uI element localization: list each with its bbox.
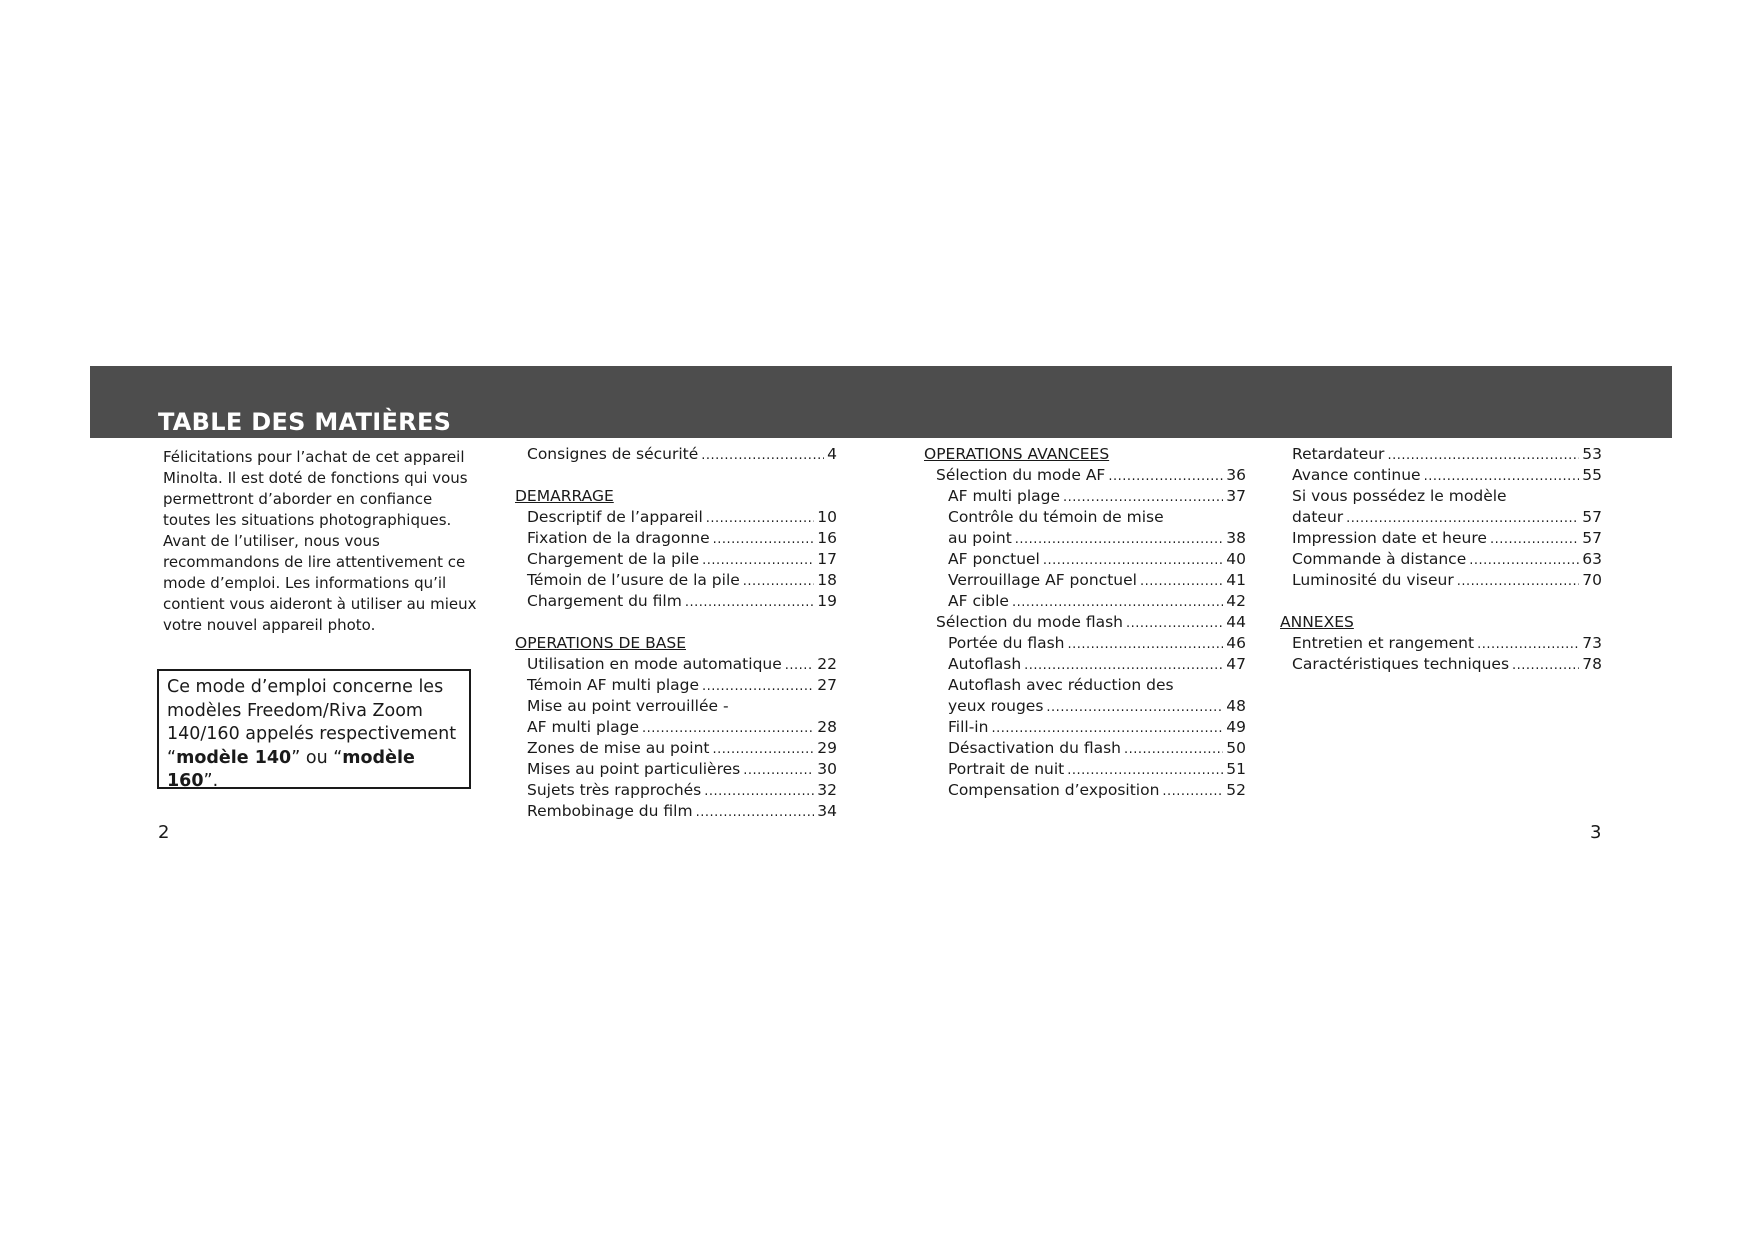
toc-entry-label: Entretien et rangement [1292, 634, 1475, 652]
toc-entry[interactable] [515, 549, 837, 570]
toc-entry-page: 51 [1226, 760, 1246, 778]
toc-entry-continued: Si vous possédez le modèle [1292, 487, 1507, 505]
toc-entry-page: 37 [1226, 487, 1246, 505]
toc-entry[interactable] [924, 465, 1246, 486]
section-heading-demarrage[interactable]: DEMARRAGE [515, 487, 614, 505]
toc-entry[interactable] [515, 738, 837, 759]
toc-entry-page: 46 [1226, 634, 1246, 652]
toc-entry-label: Caractéristiques techniques [1292, 655, 1510, 673]
toc-entry[interactable] [1280, 465, 1602, 486]
toc-entry-page: 49 [1226, 718, 1246, 736]
toc-entry-page: 4 [827, 445, 837, 463]
toc-entry[interactable] [1280, 633, 1602, 654]
toc-entry-label: Autoflash [948, 655, 1022, 673]
toc-entry-label: Mises au point particulières [527, 760, 741, 778]
toc-entry-label: Zones de mise au point [527, 739, 710, 757]
toc-entry[interactable] [924, 528, 1246, 549]
toc-entry[interactable] [924, 549, 1246, 570]
toc-entry-page: 63 [1582, 550, 1602, 568]
notice-quote: “ [167, 747, 177, 768]
toc-entry-label: Rembobinage du film [527, 802, 693, 820]
toc-entry[interactable] [1280, 528, 1602, 549]
section-heading-base[interactable]: OPERATIONS DE BASE [515, 634, 687, 652]
toc-entry-page: 52 [1226, 781, 1246, 799]
toc-leader [1346, 508, 1579, 528]
toc-entry-page: 22 [817, 655, 837, 673]
toc-entry-page: 78 [1582, 655, 1602, 673]
intro-line: contient vous aideront à utiliser au mieux [163, 595, 477, 613]
page-number-right: 3 [1590, 822, 1602, 843]
toc-leader [1424, 466, 1580, 486]
toc-entry[interactable] [515, 528, 837, 549]
toc-entry-label: Impression date et heure [1292, 529, 1487, 547]
toc-entry-label: au point [948, 529, 1012, 547]
toc-entry-page: 73 [1582, 634, 1602, 652]
toc-entry[interactable] [1280, 507, 1602, 528]
section-heading-annexes[interactable]: ANNEXES [1280, 613, 1354, 631]
intro-line: votre nouvel appareil photo. [163, 616, 376, 634]
toc-entry-label: dateur [1292, 508, 1344, 526]
page-title: TABLE DES MATIÈRES [158, 408, 452, 436]
toc-leader [1477, 634, 1579, 654]
model-140-label: modèle 140 [176, 747, 292, 768]
toc-entry-page: 29 [817, 739, 837, 757]
toc-entry-label: Compensation d’exposition [948, 781, 1160, 799]
intro-line: permettront d’aborder en confiance [163, 490, 433, 508]
toc-leader [702, 550, 814, 570]
toc-entry-page: 41 [1226, 571, 1246, 589]
toc-entry[interactable] [924, 717, 1246, 738]
toc-entry-label: Chargement de la pile [527, 550, 700, 568]
toc-entry[interactable] [515, 801, 837, 822]
notice-line: Ce mode d’emploi concerne les [167, 677, 444, 697]
toc-column-3 [1280, 444, 1602, 675]
toc-entry-continued: Mise au point verrouillée - [527, 697, 729, 715]
intro-line: Minolta. Il est doté de fonctions qui vous [163, 469, 468, 487]
toc-entry[interactable] [1280, 654, 1602, 675]
toc-entry-label: Consignes de sécurité [527, 445, 699, 463]
toc-entry-page: 19 [817, 592, 837, 610]
toc-leader [1067, 760, 1223, 780]
toc-entry-page: 50 [1226, 739, 1246, 757]
toc-leader [1512, 655, 1579, 675]
toc-entry-label: Sélection du mode flash [936, 613, 1123, 631]
toc-entry-page: 17 [817, 550, 837, 568]
toc-entry-page: 18 [817, 571, 837, 589]
toc-entry-label: AF cible [948, 592, 1009, 610]
toc-entry-label: AF multi plage [948, 487, 1061, 505]
model-notice-box [157, 669, 471, 789]
toc-entry[interactable] [515, 507, 837, 528]
toc-entry-page: 42 [1226, 592, 1246, 610]
toc-entry[interactable] [1280, 444, 1602, 465]
toc-entry-label: Commande à distance [1292, 550, 1467, 568]
toc-entry-label: Luminosité du viseur [1292, 571, 1454, 589]
intro-paragraph [163, 447, 498, 636]
toc-entry[interactable] [515, 759, 837, 780]
toc-entry-page: 70 [1582, 571, 1602, 589]
toc-column-2 [924, 444, 1246, 801]
toc-entry-page: 38 [1226, 529, 1246, 547]
notice-line: modèles Freedom/Riva Zoom [167, 700, 423, 721]
toc-entry-label: AF ponctuel [948, 550, 1040, 568]
toc-entry[interactable] [515, 780, 837, 801]
toc-entry[interactable] [924, 612, 1246, 633]
toc-entry-label: Descriptif de l’appareil [527, 508, 703, 526]
toc-entry-continued: Autoflash avec réduction des [948, 676, 1174, 694]
toc-entry-page: 34 [817, 802, 837, 820]
toc-entry[interactable] [515, 570, 837, 591]
toc-leader [706, 508, 815, 528]
toc-leader [704, 781, 814, 801]
toc-leader [1126, 613, 1223, 633]
toc-leader [743, 760, 814, 780]
toc-entry-page: 36 [1226, 466, 1246, 484]
toc-entry-label: Sujets très rapprochés [527, 781, 702, 799]
toc-leader [1015, 529, 1223, 549]
toc-leader [991, 718, 1223, 738]
toc-leader [1067, 634, 1223, 654]
toc-leader [1387, 445, 1579, 465]
toc-leader [685, 592, 814, 612]
toc-entry-page: 40 [1226, 550, 1246, 568]
notice-close: ”. [203, 771, 219, 791]
toc-entry[interactable] [515, 591, 837, 612]
toc-entry-page: 47 [1226, 655, 1246, 673]
toc-entry[interactable] [924, 759, 1246, 780]
toc-entry[interactable] [924, 696, 1246, 717]
toc-leader [1140, 571, 1223, 591]
toc-entry[interactable] [1280, 570, 1602, 591]
toc-leader [743, 571, 814, 591]
toc-leader [1046, 697, 1223, 717]
intro-line: Félicitations pour l’achat de cet appareil [163, 448, 465, 466]
notice-or: ” ou “ [291, 747, 343, 768]
toc-leader [1024, 655, 1223, 675]
toc-entry-label: yeux rouges [948, 697, 1044, 715]
toc-entry[interactable] [515, 654, 837, 675]
toc-leader [785, 655, 814, 675]
toc-entry-page: 53 [1582, 445, 1602, 463]
toc-entry-page: 16 [817, 529, 837, 547]
toc-entry-label: Chargement du film [527, 592, 682, 610]
toc-entry[interactable] [924, 654, 1246, 675]
toc-entry-page: 10 [817, 508, 837, 526]
toc-entry-label: Portée du flash [948, 634, 1065, 652]
notice-line: 140/160 appelés respectivement [167, 724, 457, 744]
toc-entry-label: Utilisation en mode automatique [527, 655, 782, 673]
toc-leader [1457, 571, 1580, 591]
toc-entry[interactable] [924, 570, 1246, 591]
toc-entry-page: 32 [817, 781, 837, 799]
toc-entry-label: Sélection du mode AF [936, 466, 1106, 484]
toc-entry-label: Fixation de la dragonne [527, 529, 710, 547]
toc-leader [713, 529, 815, 549]
toc-leader [1162, 781, 1223, 801]
intro-line: mode d’emploi. Les informations qu’il [163, 574, 447, 592]
toc-leader [1063, 487, 1223, 507]
toc-entry-page: 30 [817, 760, 837, 778]
toc-entry-label: Fill-in [948, 718, 989, 736]
title-banner [90, 366, 1672, 438]
toc-entry[interactable] [924, 738, 1246, 759]
toc-entry-label: Portrait de nuit [948, 760, 1065, 778]
toc-leader [1469, 550, 1579, 570]
toc-leader [1124, 739, 1223, 759]
toc-entry-label: Témoin de l’usure de la pile [527, 571, 740, 589]
section-heading-avancees[interactable]: OPERATIONS AVANCEES [924, 445, 1110, 463]
toc-entry[interactable] [924, 591, 1246, 612]
model-160-label: modèle 160 [167, 747, 415, 791]
intro-line: recommandons de lire attentivement ce [163, 553, 466, 571]
toc-entry-label: Avance continue [1292, 466, 1421, 484]
toc-entry-label: Témoin AF multi plage [527, 676, 700, 694]
toc-entry-page: 28 [817, 718, 837, 736]
toc-leader [701, 445, 824, 465]
toc-leader [696, 802, 815, 822]
toc-column-1 [515, 444, 837, 822]
toc-entry-page: 55 [1582, 466, 1602, 484]
toc-leader [1108, 466, 1223, 486]
toc-leader [1012, 592, 1223, 612]
toc-leader [702, 676, 814, 696]
toc-entry[interactable] [515, 444, 837, 465]
toc-entry-label: Retardateur [1292, 445, 1385, 463]
toc-leader [642, 718, 814, 738]
toc-entry-label: Désactivation du flash [948, 739, 1121, 757]
intro-line: Avant de l’utiliser, nous vous [163, 532, 380, 550]
toc-entry-label: Verrouillage AF ponctuel [948, 571, 1137, 589]
toc-entry[interactable] [924, 633, 1246, 654]
toc-leader [1490, 529, 1579, 549]
toc-entry-page: 44 [1226, 613, 1246, 631]
toc-entry-continued: Contrôle du témoin de mise [948, 508, 1164, 526]
toc-entry[interactable] [924, 780, 1246, 801]
toc-entry-page: 48 [1226, 697, 1246, 715]
intro-line: toutes les situations photographiques. [163, 511, 452, 529]
page-number-left: 2 [158, 822, 170, 843]
notice-line [167, 747, 461, 794]
toc-entry[interactable] [515, 717, 837, 738]
toc-entry-page: 27 [817, 676, 837, 694]
toc-entry[interactable] [515, 675, 837, 696]
toc-entry[interactable] [1280, 549, 1602, 570]
toc-entry-label: AF multi plage [527, 718, 640, 736]
toc-leader [713, 739, 815, 759]
toc-entry-page: 57 [1582, 508, 1602, 526]
toc-entry[interactable] [924, 486, 1246, 507]
toc-leader [1043, 550, 1223, 570]
toc-entry-page: 57 [1582, 529, 1602, 547]
